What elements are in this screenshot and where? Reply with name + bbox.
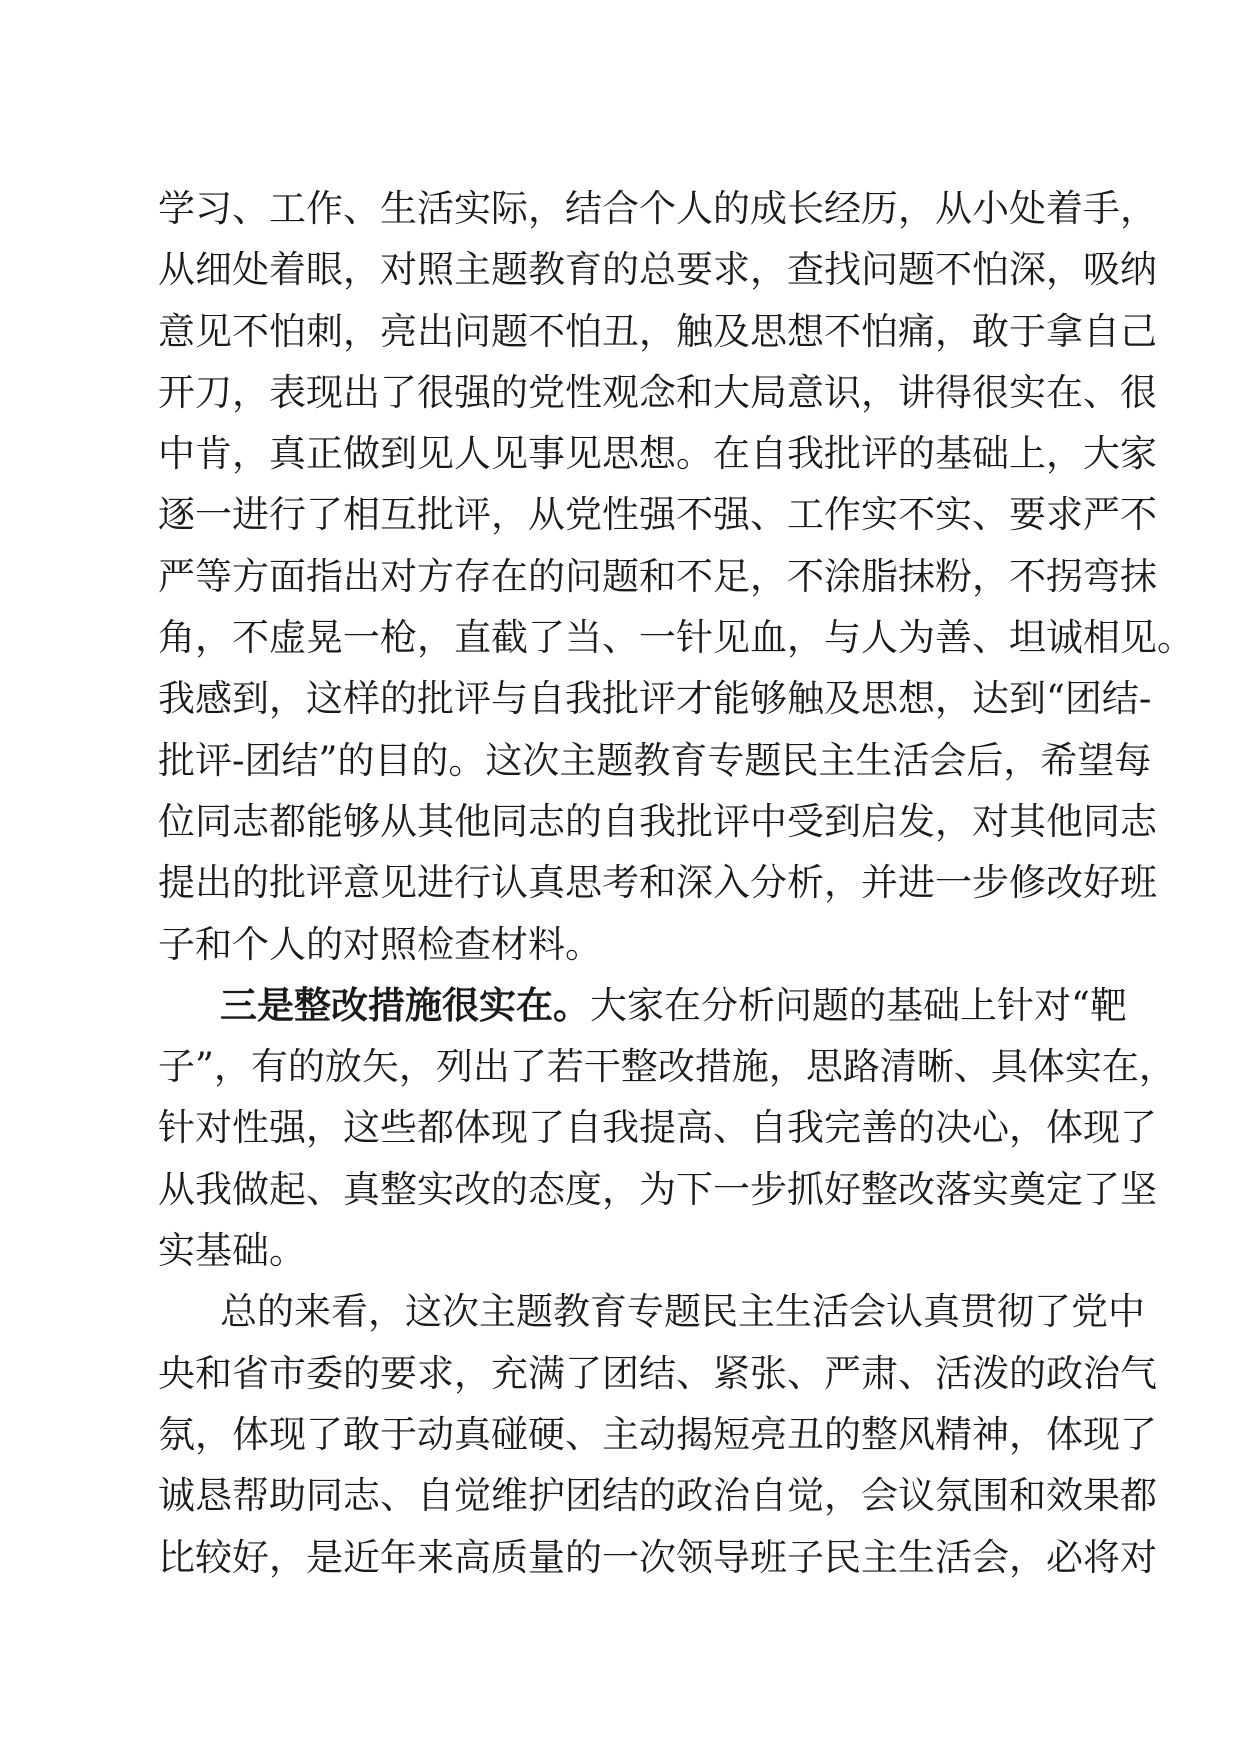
text-line: 角，不虚晃一枪，直截了当、一针见血，与人为善、坦诚相见。 bbox=[158, 616, 1194, 660]
section-heading: 三是整改措施很实在。 bbox=[220, 983, 590, 1027]
text-line: 子”，有的放矢，列出了若干整改措施，思路清晰、具体实在， bbox=[158, 1045, 1176, 1089]
paragraph-2 bbox=[158, 975, 1176, 1281]
text-line: 批评-团结”的目的。这次主题教育专题民主生活会后，希望每 bbox=[158, 738, 1152, 782]
text-line: 中肯，真正做到见人见事见思想。在自我批评的基础上，大家 bbox=[158, 432, 1157, 476]
text-line: 央和省市委的要求，充满了团结、紧张、严肃、活泼的政治气 bbox=[158, 1351, 1157, 1395]
text-line: 比较好，是近年来高质量的一次领导班子民主生活会，必将对 bbox=[158, 1535, 1157, 1579]
text-line: 氛，体现了敢于动真碰硬、主动揭短亮丑的整风精神，体现了 bbox=[158, 1412, 1157, 1456]
paragraph-1 bbox=[158, 178, 1194, 975]
text-line: 诚恳帮助同志、自觉维护团结的政治自觉，会议氛围和效果都 bbox=[158, 1474, 1157, 1518]
text-line: 实基础。 bbox=[158, 1229, 306, 1273]
text-line: 严等方面指出对方存在的问题和不足，不涂脂抹粉，不拐弯抹 bbox=[158, 554, 1157, 598]
text-line: 从我做起、真整实改的态度，为下一步抓好整改落实奠定了坚 bbox=[158, 1167, 1157, 1211]
text-line: 逐一进行了相互批评，从党性强不强、工作实不实、要求严不 bbox=[158, 493, 1157, 537]
text-line: 子和个人的对照检查材料。 bbox=[158, 922, 602, 966]
paragraph-2-first-line bbox=[158, 975, 1127, 1036]
text-line: 学习、工作、生活实际，结合个人的成长经历，从小处着手， bbox=[158, 187, 1157, 230]
text-line: 针对性强，这些都体现了自我提高、自我完善的决心，体现了 bbox=[158, 1106, 1157, 1150]
text-line: 开刀，表现出了很强的党性观念和大局意识，讲得很实在、很 bbox=[158, 370, 1157, 414]
text-line: 从细处着眼，对照主题教育的总要求，查找问题不怕深，吸纳 bbox=[158, 248, 1157, 292]
text-line: 意见不怕刺，亮出问题不怕丑，触及思想不怕痛，敢于拿自己 bbox=[158, 309, 1157, 353]
paragraph-3 bbox=[158, 1281, 1157, 1587]
text-run: 大家在分析问题的基础上针对“靶 bbox=[590, 983, 1127, 1027]
body-text bbox=[158, 178, 1194, 1588]
text-line: 提出的批评意见进行认真思考和深入分析，并进一步修改好班 bbox=[158, 861, 1157, 905]
text-line: 位同志都能够从其他同志的自我批评中受到启发，对其他同志 bbox=[158, 799, 1157, 843]
text-line: 我感到，这样的批评与自我批评才能够触及思想，达到“团结- bbox=[158, 677, 1152, 721]
text-line: 总的来看，这次主题教育专题民主生活会认真贯彻了党中 bbox=[220, 1290, 1145, 1334]
